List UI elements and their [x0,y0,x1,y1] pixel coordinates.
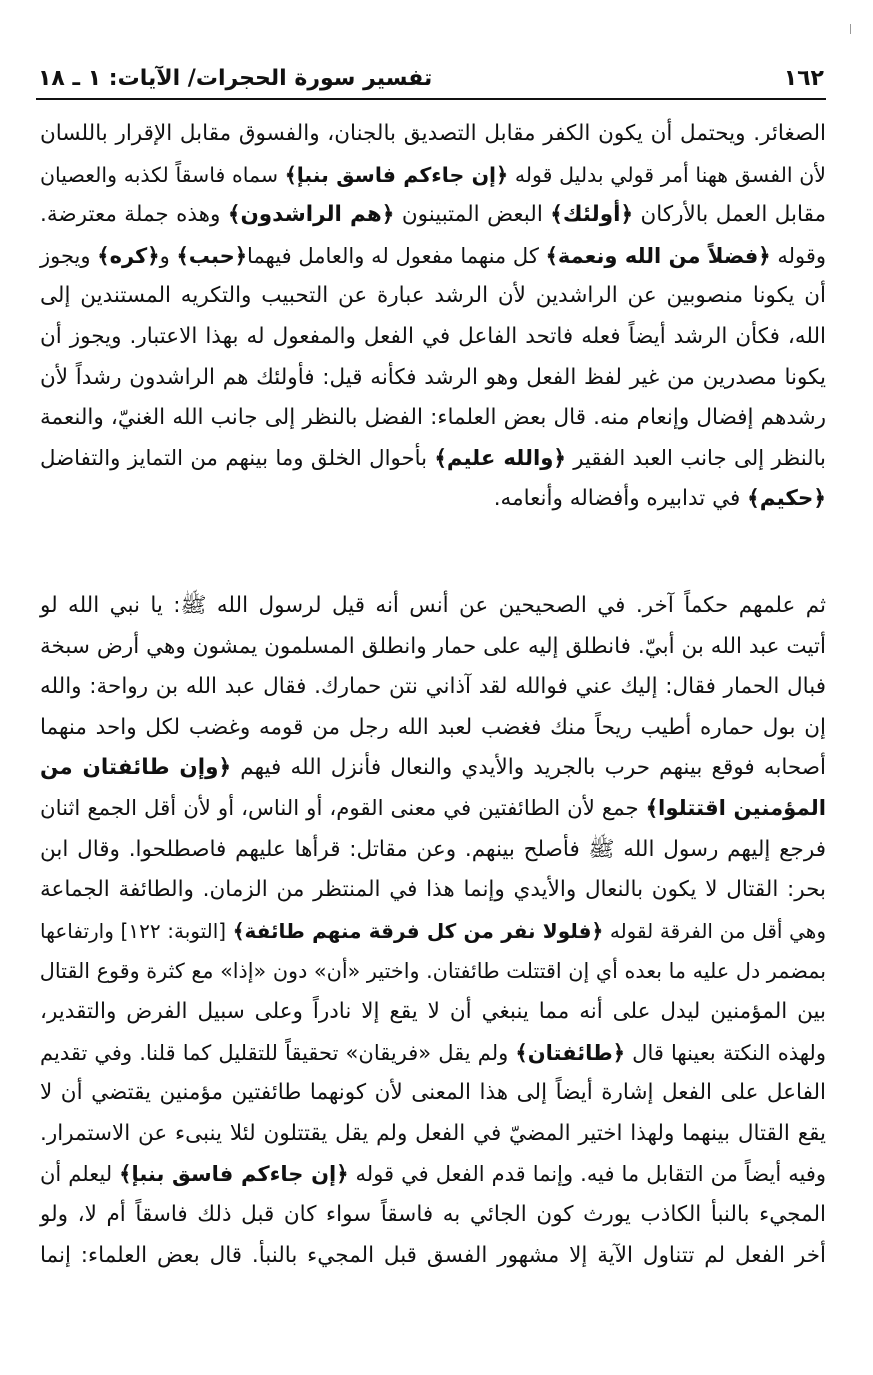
text-line [40,830,826,871]
paragraph-hadith-two-parties [40,586,826,1276]
text-run: وفيه أيضاً من التقابل ما فيه. وإنما قدم الفعل في قوله [348,1162,826,1187]
text-run: فرجع إليهم رسول الله ﷺ فأصلح بينهم. وعن مقاتل: قرأها عليهم فاصطلحوا. وقال ابن [40,836,826,862]
text-line [40,1195,826,1236]
text-line [40,951,826,992]
quran-quote: ﴿حكيم﴾ [747,486,826,512]
running-header [38,58,824,94]
text-run: سماه فاسقاً لكذبه والعصيان [40,162,285,187]
text-run: الفاعل على الفعل إشارة أيضاً إلى هذا المعنى لأن كونهما طائفتين مؤمنين يقتضي أن لا [40,1080,826,1106]
text-run: المجيء بالنبأ الكاذب يورث كون الجائي به فاسقاً سواء كان قبل ذلك فاسقاً أم لا، ولو [40,1201,826,1227]
text-line [40,1236,826,1277]
text-line [40,911,826,952]
text-line [40,667,826,708]
text-run: وقوله [770,243,826,268]
text-line [40,236,826,277]
text-run: الصغائر. ويحتمل أن يكون الكفر مقابل التصديق بالجنان، والفسوق مقابل الإقرار باللسان [40,121,826,146]
quran-quote: ﴿وإن طائفتان من [40,755,232,781]
text-run: جمع لأن الطائفتين في معنى القوم، أو الناس، أو لأن أقل الجمع اثنان [40,795,646,821]
text-line [40,1073,826,1114]
text-run: الله، فكأن الرشد أيضاً فعله فاتحد الفاعل في الفعل والمفعول له بهذا الاعتبار. ويجوز أن [40,323,826,349]
text-line [40,1033,826,1074]
text-line [40,748,826,789]
text-line [40,870,826,911]
text-line [40,155,826,196]
text-line [40,195,826,236]
text-run: [التوبة: ١٢٢] وارتفاعها [40,918,233,943]
text-line [40,398,826,439]
text-run: البعض المتبينون [394,202,551,228]
text-line [40,992,826,1033]
running-title: تفسير سورة الحجرات/ الآيات: ١ ـ ١٨ [38,66,433,91]
text-run: ثم علمهم حكماً آخر. في الصحيحين عن أنس أنه قيل لرسول الله ﷺ: يا نبي الله لو [40,593,826,618]
page-number: ١٦٢ [783,66,824,91]
quran-quote: ﴿طائفتان﴾ [515,1040,626,1065]
text-line [40,627,826,668]
text-run: ويجوز [40,243,98,268]
text-run: وهي أقل من الفرقة لقوله [603,918,827,943]
text-line [40,586,826,627]
header-rule [36,98,826,100]
text-run: بأحوال الخلق وما بينهم من التمايز والتفاضل [40,445,435,471]
quran-quote: ﴿فلولا نفر من كل فرقة منهم طائفة﴾ [232,918,604,943]
text-line [40,358,826,399]
text-run: بحر: القتال لا يكون بالنعال والأيدي وإنما هذا في المنتظر من الزمان. والطائفة الجماعة [40,877,826,903]
text-run: بالنظر إلى جانب العبد الفقير [565,445,826,471]
text-line [40,317,826,358]
text-run: أصحابه فوقع بينهم حرب بالجريد والأيدي والنعال فأنزل الله فيهم [231,755,826,781]
text-run: أخر الفعل لم تتناول الآية إلا مشهور الفسق قبل المجيء بالنبأ. قال بعض العلماء: إنما [40,1242,826,1268]
quran-quote: ﴿أولئك﴾ [550,202,634,228]
text-run: و [159,243,177,268]
text-line [40,439,826,480]
paragraph-commentary [40,114,826,520]
text-line [40,1154,826,1195]
quran-quote: ﴿إن جاءكم فاسق بنبإ﴾ [119,1162,349,1187]
text-line [40,789,826,830]
text-run: رشدهم إفضال وإنعام منه. قال بعض العلماء: الفضل بالنظر إلى جانب الله الغنيّ، والنعمة [40,405,826,431]
quran-quote: ﴿والله عليم﴾ [434,445,566,471]
text-run: ولهذه النكتة بعينها قال [625,1040,826,1065]
text-run: وهذه جملة معترضة. [40,202,228,228]
text-run: بين المؤمنين ليدل على أنه مما ينبغي أن لا يقع إلا نادراً وعلى سبيل الفرض والتقدير، [40,998,826,1024]
text-run: أتيت عبد الله بن أبيّ. فانطلق إليه على حمار وانطلق المسلمون يمشون وهي أرض سبخة [40,633,826,659]
quran-quote: المؤمنين اقتتلوا﴾ [645,795,827,821]
quran-quote: ﴿إن جاءكم فاسق بنبإ﴾ [284,162,509,187]
quran-quote: ﴿هم الراشدون﴾ [227,202,395,228]
text-run: كل منهما مفعول له والعامل فيهما [247,243,546,268]
text-run: بمضمر دل عليه ما بعده أي إن اقتتلت طائفتان. واختير «أن» دون «إذا» مع كثرة وقوع القتال [39,959,826,984]
text-line [40,114,826,155]
text-run: ليعلم أن [40,1162,120,1187]
text-run: يقع القتال بينهما ولهذا اختير المضيّ في الفعل ولم يقل يقتتلون لئلا ينبىء عن الاستمرار. [40,1120,826,1146]
quran-quote: ﴿حبب﴾ [176,243,248,268]
text-run: أن يكونا منصوبين عن الراشدين لأن الرشد عبارة عن التحبيب والتكريه المستندين إلى [40,283,826,309]
text-line [40,1114,826,1155]
text-run: ولم يقل «فريقان» تحقيقاً للتقليل كما قلنا. وفي تقديم [40,1040,516,1065]
text-run: إن بول حماره أطيب ريحاً منك فغضب لعبد الله رجل من قومه وغضب لكل واحد منهما [40,714,826,740]
quran-quote: ﴿كره﴾ [97,243,160,268]
text-run: في تدابيره وأفضاله وأنعامه. [493,486,748,512]
text-run: مقابل العمل بالأركان [633,202,826,228]
text-line [40,479,826,520]
text-run: يكونا مصدرين من غير لفظ الفعل وهو الرشد فكأنه قيل: فأولئك هم الراشدون رشداً لأن [40,364,826,390]
text-run: فبال الحمار فقال: إليك عني فوالله لقد آذاني نتن حمارك. فقال عبد الله بن رواحة: والله [40,674,826,700]
text-run: لأن الفسق ههنا أمر قولي بدليل قوله [508,162,826,187]
text-line [40,708,826,749]
scan-corner-mark [850,24,851,34]
quran-quote: ﴿فضلاً من الله ونعمة﴾ [545,243,771,268]
text-line [40,276,826,317]
